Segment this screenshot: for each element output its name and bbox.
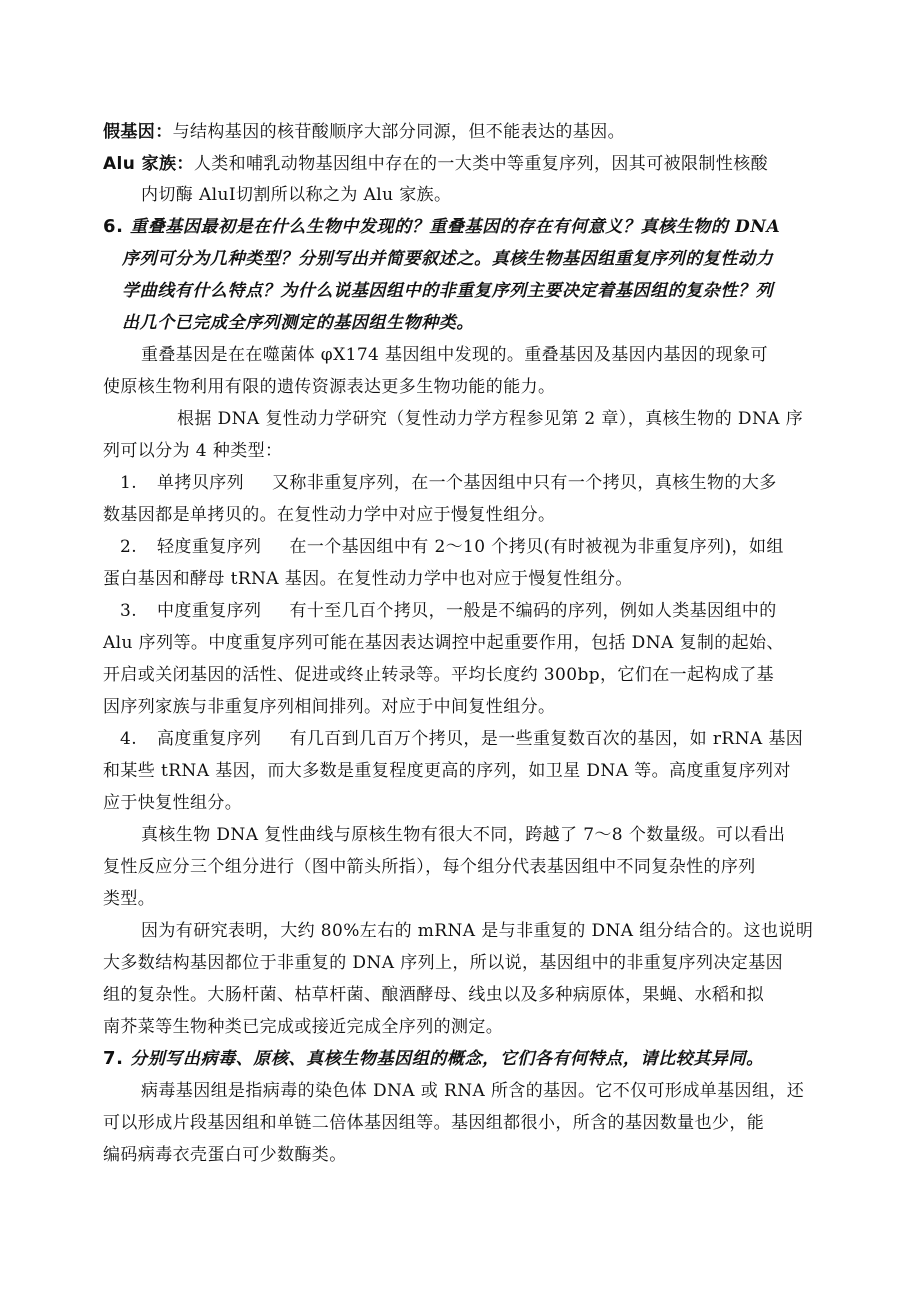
question-6-number: 6. [103, 216, 124, 237]
list-item-2-line-2: 蛋白基因和酵母 tRNA 基因。在复性动力学中也对应于慢复性组分。 [103, 569, 633, 589]
list-item-4-title: 高度重复序列 [157, 729, 262, 749]
question-6-line-2: 序列可分为几种类型？分别写出并简要叙述之。真核生物基因组重复序列的复性动力 [122, 249, 774, 269]
list-item-3-line-4: 因序列家族与非重复序列相间排列。对应于中间复性组分。 [103, 697, 556, 717]
question-6-line-3: 学曲线有什么特点？为什么说基因组中的非重复序列主要决定着基因组的复杂性？列 [122, 281, 774, 301]
list-item-3-line-2: Alu 序列等。中度重复序列可能在基因表达调控中起重要作用，包括 DNA 复制的起始、 [103, 633, 784, 653]
answer-6-p3-line-2: 复性反应分三个组分进行（图中箭头所指），每个组分代表基因组中不同复杂性的序列 [103, 857, 756, 877]
list-item-1-number: 1. [120, 473, 138, 493]
list-item-2 [120, 536, 784, 558]
list-item-3-number: 3. [120, 601, 138, 621]
answer-7-p1-line-3: 编码病毒衣壳蛋白可少数酶类。 [103, 1145, 347, 1165]
pseudogene-definition [103, 121, 625, 143]
answer-6-p2-line-2: 列可以分为 4 种类型： [103, 441, 283, 461]
answer-6-p2-line-1: 根据 DNA 复性动力学研究（复性动力学方程参见第 2 章），真核生物的 DNA 序 [177, 409, 804, 429]
list-item-4-line-2: 和某些 tRNA 基因，而大多数是重复程度更高的序列，如卫星 DNA 等。高度重复序列对 [103, 761, 791, 781]
answer-7-p1-line-1: 病毒基因组是指病毒的染色体 DNA 或 RNA 所含的基因。它不仅可形成单基因组，还 [141, 1081, 805, 1101]
question-7-text-1: 分别写出病毒、原核、真核生物基因组的概念，它们各有何特点，请比较其异同。 [130, 1049, 764, 1069]
list-item-4-text: 有几百到几百万个拷贝，是一些重复数百次的基因，如 rRNA 基因 [289, 729, 804, 749]
question-7-number: 7. [103, 1048, 124, 1069]
list-item-1-line-2: 数基因都是单拷贝的。在复性动力学中对应于慢复性组分。 [103, 505, 556, 525]
list-item-4-number: 4. [120, 729, 138, 749]
answer-6-p3-line-1: 真核生物 DNA 复性曲线与原核生物有很大不同，跨越了 7～8 个数量级。可以看出 [141, 825, 786, 845]
alu-term: Alu 家族： [103, 154, 194, 174]
alu-text-line-2: 内切酶 AluⅠ切割所以称之为 Alu 家族。 [141, 185, 452, 205]
alu-text-line-1: 人类和哺乳动物基因组中存在的一大类中等重复序列，因其可被限制性核酸 [193, 154, 769, 174]
answer-6-p4-line-2: 大多数结构基因都位于非重复的 DNA 序列上，所以说，基因组中的非重复序列决定基因 [103, 953, 783, 973]
answer-7-p1-line-2: 可以形成片段基因组和单链二倍体基因组等。基因组都很小，所含的基因数量也少，能 [103, 1113, 765, 1133]
question-6-line-4: 出几个已完成全序列测定的基因组生物种类。 [122, 313, 474, 333]
answer-6-p4-line-3: 组的复杂性。大肠杆菌、枯草杆菌、酿酒酵母、线虫以及多种病原体，果蝇、水稻和拟 [103, 985, 765, 1005]
list-item-3 [120, 600, 777, 622]
list-item-4 [120, 728, 803, 750]
alu-definition [103, 153, 768, 175]
answer-6-p4-line-1: 因为有研究表明，大约 80%左右的 mRNA 是与非重复的 DNA 组分结合的。这也说明 [141, 921, 814, 941]
list-item-2-number: 2. [120, 537, 138, 557]
question-6-text-1: 重叠基因最初是在什么生物中发现的？重叠基因的存在有何意义？真核生物的 DNA [130, 217, 781, 237]
list-item-1 [120, 472, 777, 494]
list-item-3-title: 中度重复序列 [157, 601, 262, 621]
answer-6-p1-line-2: 使原核生物利用有限的遗传资源表达更多生物功能的能力。 [103, 377, 556, 397]
list-item-3-text: 有十至几百个拷贝，一般是不编码的序列，例如人类基因组中的 [289, 601, 777, 621]
list-item-3-line-3: 开启或关闭基因的活性、促进或终止转录等。平均长度约 300bp，它们在一起构成了基 [103, 665, 775, 685]
list-item-2-title: 轻度重复序列 [157, 537, 262, 557]
pseudogene-text: 与结构基因的核苷酸顺序大部分同源，但不能表达的基因。 [172, 122, 626, 142]
list-item-2-text: 在一个基因组中有 2～10 个拷贝(有时被视为非重复序列)，如组 [289, 537, 784, 557]
list-item-1-title: 单拷贝序列 [157, 473, 245, 493]
list-item-1-text: 又称非重复序列，在一个基因组中只有一个拷贝，真核生物的大多 [272, 473, 777, 493]
answer-6-p1-line-1: 重叠基因是在在噬菌体 φX174 基因组中发现的。重叠基因及基因内基因的现象可 [141, 345, 768, 365]
question-6-line-1 [103, 216, 780, 238]
question-7-line-1 [103, 1048, 764, 1070]
pseudogene-term: 假基因： [103, 122, 173, 142]
list-item-4-line-3: 应于快复性组分。 [103, 793, 243, 813]
answer-6-p4-line-4: 南芥菜等生物种类已完成或接近完成全序列的测定。 [103, 1017, 504, 1037]
answer-6-p3-line-3: 类型。 [103, 889, 156, 909]
